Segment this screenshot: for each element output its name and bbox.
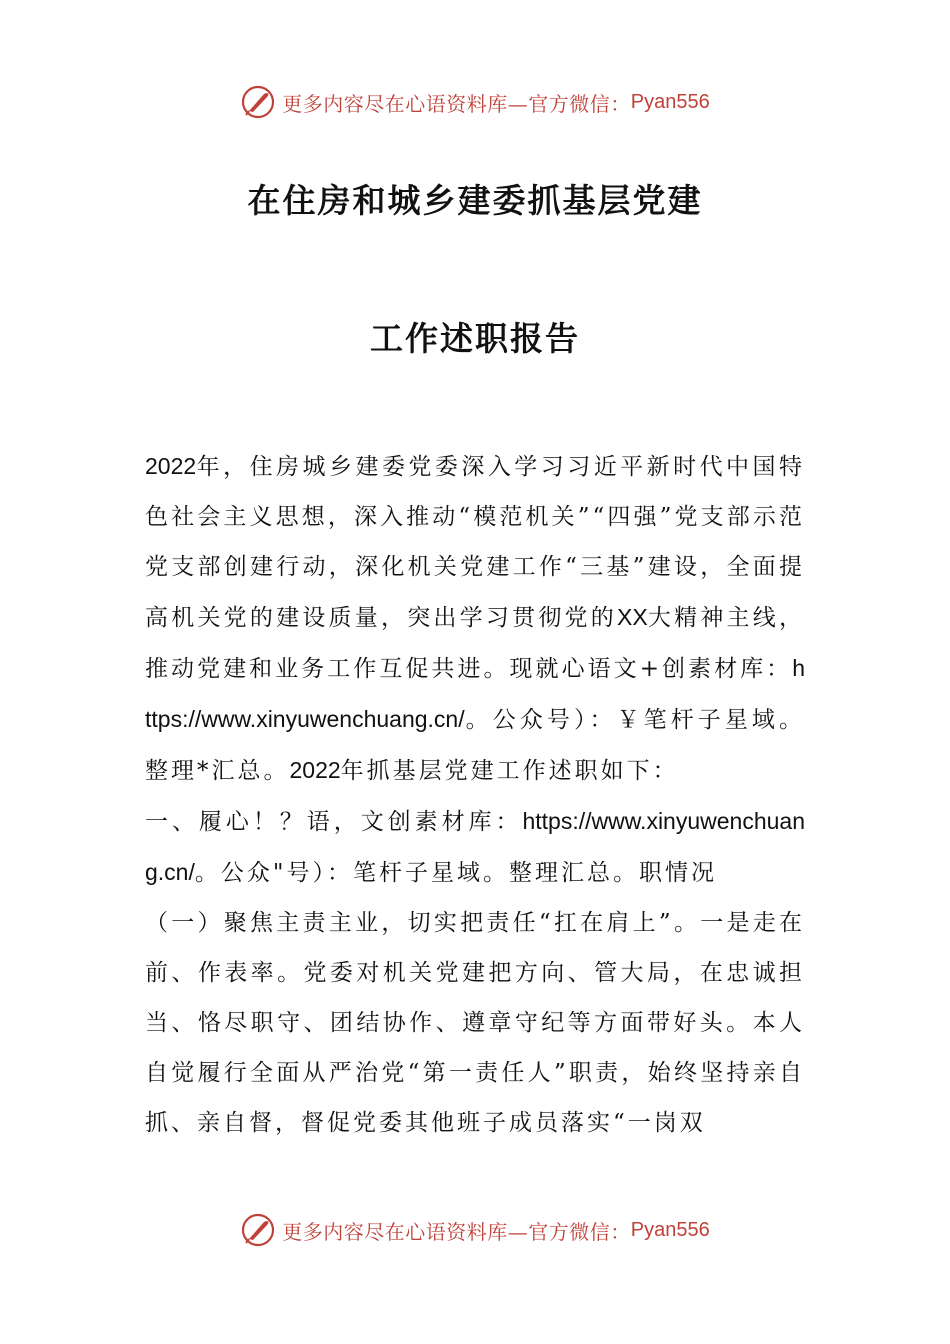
watermark-wechat-id: Pyan556 xyxy=(630,90,710,113)
paragraph-section-heading xyxy=(145,796,805,898)
section-heading-text-2: 。公众"号）：笔杆子星域。整理汇总。职情况 xyxy=(194,860,717,886)
website-link: https://www.xinyuwenchuang.cn/ xyxy=(145,655,805,732)
watermark-text: 更多内容尽在心语资料库—官方微信： xyxy=(282,1219,631,1244)
title-line-2: 工作述职报告 xyxy=(370,319,580,358)
intro-text-4: 年抓基层党建工作述职如下： xyxy=(340,758,679,784)
year-text-2: 2022 xyxy=(289,757,341,783)
congress-placeholder: XX xyxy=(616,604,648,630)
website-link-2: https://www.xinyuwenchuang.cn/ xyxy=(145,808,805,885)
intro-text-1: 年，住房城乡建委党委深入学习习近平新时代中国特色社会主义思想，深入推动“模范机关”“四强”党支部示范党支部创建行动，深化机关党建工作“三基”建设，全面提高机关党的建设质量，突出学习贯彻党的 xyxy=(145,454,805,631)
footer-watermark xyxy=(0,1210,950,1250)
watermark-text: 更多内容尽在心语资料库—官方微信： xyxy=(282,91,631,116)
year-text: 2022 xyxy=(145,453,197,479)
quill-logo-icon xyxy=(240,84,276,120)
intro-text-2: 大精神主线，推动党建和业务工作互促共进。现就心语文+创素材库： xyxy=(145,605,806,682)
watermark-wechat-id: Pyan556 xyxy=(630,1218,710,1241)
header-watermark xyxy=(0,82,950,122)
paragraph-intro xyxy=(145,441,805,796)
intro-text-3: 。公众号）：￥笔杆子星域。整理*汇总。 xyxy=(145,707,805,784)
section-heading-text: 一、履心！？语，文创素材库： xyxy=(145,809,523,835)
document-body xyxy=(145,441,805,1148)
title-line-1: 在住房和城乡建委抓基层党建 xyxy=(247,181,703,220)
quill-logo-icon xyxy=(240,1212,276,1248)
paragraph-subsection-1: （一）聚焦主责主业，切实把责任“扛在肩上”。一是走在前、作表率。党委对机关党建把方向、管大局，在忠诚担当、恪尽职守、团结协作、遵章守纪等方面带好头。本人自觉履行全面从严治党“第一责任人”职责，始终坚持亲自抓、亲自督，督促党委其他班子成员落实“一岗双 xyxy=(145,910,805,1136)
